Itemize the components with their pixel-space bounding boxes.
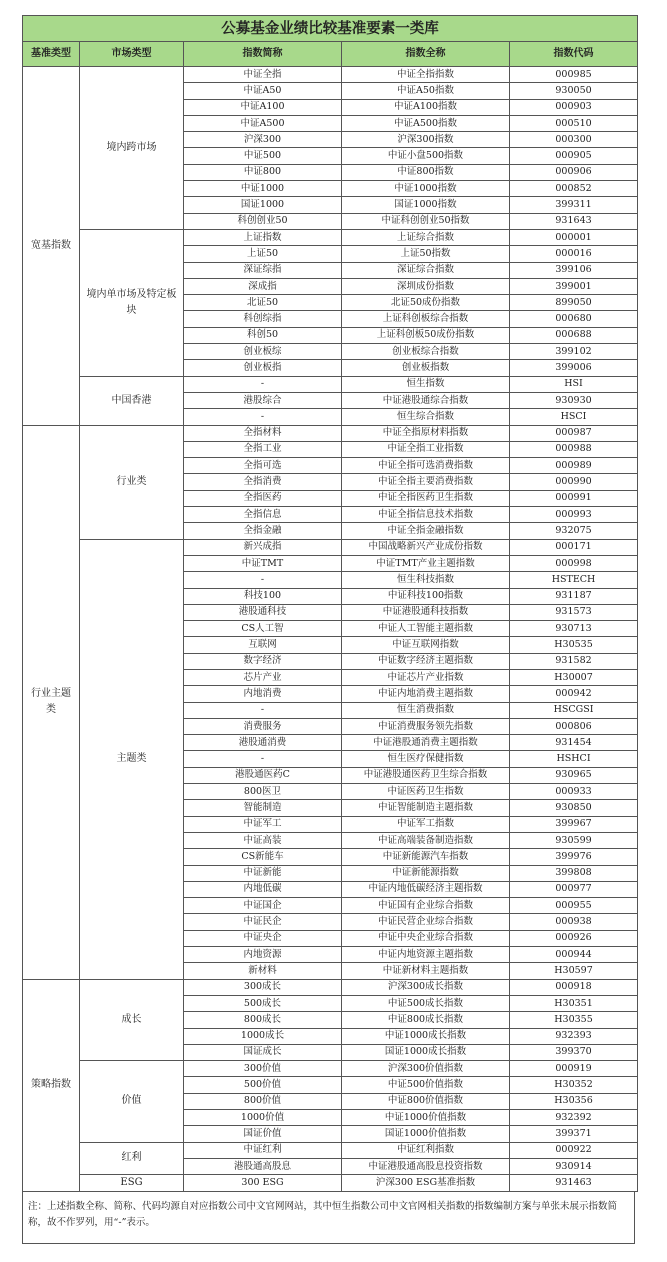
index-full-name-cell: 中证高端装备制造指数 <box>342 832 510 848</box>
index-full-name-cell: 中证1000成长指数 <box>342 1028 510 1044</box>
index-code-cell: 000955 <box>510 898 638 914</box>
market-type-cell: 价值 <box>80 1061 184 1142</box>
index-full-name-cell: 中证港股通高股息投资指数 <box>342 1158 510 1174</box>
index-code-cell: 000171 <box>510 539 638 555</box>
index-short-name-cell: 国证1000 <box>184 197 342 213</box>
index-full-name-cell: 中证全指医药卫生指数 <box>342 490 510 506</box>
index-short-name-cell: 中证500 <box>184 148 342 164</box>
index-code-cell: HSTECH <box>510 572 638 588</box>
index-full-name-cell: 恒生综合指数 <box>342 409 510 425</box>
index-short-name-cell: 创业板综 <box>184 344 342 360</box>
index-full-name-cell: 中证A500指数 <box>342 115 510 131</box>
index-short-name-cell: 智能制造 <box>184 800 342 816</box>
index-short-name-cell: - <box>184 376 342 392</box>
index-code-cell: 000989 <box>510 458 638 474</box>
index-full-name-cell: 恒生科技指数 <box>342 572 510 588</box>
index-short-name-cell: 内地消费 <box>184 686 342 702</box>
index-full-name-cell: 中证全指主要消费指数 <box>342 474 510 490</box>
index-short-name-cell: - <box>184 751 342 767</box>
table-row <box>23 1175 638 1192</box>
header-index-short-name: 指数简称 <box>184 42 342 67</box>
index-short-name-cell: 数字经济 <box>184 653 342 669</box>
index-full-name-cell: 中证消费服务领先指数 <box>342 718 510 734</box>
index-short-name-cell: 中证A500 <box>184 115 342 131</box>
index-full-name-cell: 上证科创板50成份指数 <box>342 327 510 343</box>
index-code-cell: 930930 <box>510 392 638 408</box>
header-benchmark-type: 基准类型 <box>23 42 80 67</box>
index-full-name-cell: 恒生指数 <box>342 376 510 392</box>
index-short-name-cell: 沪深300 <box>184 132 342 148</box>
index-short-name-cell: 港股通科技 <box>184 604 342 620</box>
index-short-name-cell: 新兴成指 <box>184 539 342 555</box>
market-type-cell: 中国香港 <box>80 376 184 425</box>
index-code-cell: 399006 <box>510 360 638 376</box>
index-short-name-cell: 芯片产业 <box>184 669 342 685</box>
index-code-cell: 932392 <box>510 1110 638 1126</box>
index-code-cell: H30356 <box>510 1093 638 1109</box>
index-full-name-cell: 恒生消费指数 <box>342 702 510 718</box>
index-full-name-cell: 中证芯片产业指数 <box>342 669 510 685</box>
index-full-name-cell: 中证港股通医药卫生综合指数 <box>342 767 510 783</box>
index-full-name-cell: 上证科创板综合指数 <box>342 311 510 327</box>
index-short-name-cell: CS新能车 <box>184 849 342 865</box>
index-short-name-cell: 1000成长 <box>184 1028 342 1044</box>
index-code-cell: 000942 <box>510 686 638 702</box>
index-code-cell: 000510 <box>510 115 638 131</box>
index-code-cell: 000806 <box>510 718 638 734</box>
index-short-name-cell: 中证民企 <box>184 914 342 930</box>
index-code-cell: HSCI <box>510 409 638 425</box>
table-row <box>23 1142 638 1158</box>
benchmark-type-cell: 策略指数 <box>23 979 80 1192</box>
index-full-name-cell: 中证800指数 <box>342 164 510 180</box>
index-full-name-cell: 恒生医疗保健指数 <box>342 751 510 767</box>
index-code-cell: 931582 <box>510 653 638 669</box>
header-index-code: 指数代码 <box>510 42 638 67</box>
index-full-name-cell: 中证全指工业指数 <box>342 441 510 457</box>
index-short-name-cell: 国证价值 <box>184 1126 342 1142</box>
market-type-cell: ESG <box>80 1175 184 1192</box>
index-code-cell: 899050 <box>510 295 638 311</box>
index-full-name-cell: 沪深300指数 <box>342 132 510 148</box>
index-short-name-cell: 全指金融 <box>184 523 342 539</box>
market-type-cell: 成长 <box>80 979 184 1060</box>
index-short-name-cell: 港股通消费 <box>184 735 342 751</box>
table-title: 公募基金业绩比较基准要素一类库 <box>23 16 638 42</box>
index-short-name-cell: CS人工智 <box>184 621 342 637</box>
index-short-name-cell: 全指材料 <box>184 425 342 441</box>
index-code-cell: 000016 <box>510 246 638 262</box>
index-short-name-cell: 全指消费 <box>184 474 342 490</box>
index-code-cell: 932393 <box>510 1028 638 1044</box>
index-short-name-cell: 北证50 <box>184 295 342 311</box>
index-short-name-cell: 全指可选 <box>184 458 342 474</box>
index-short-name-cell: 科创50 <box>184 327 342 343</box>
index-full-name-cell: 沪深300价值指数 <box>342 1061 510 1077</box>
index-full-name-cell: 上证50指数 <box>342 246 510 262</box>
index-code-cell: 000990 <box>510 474 638 490</box>
index-full-name-cell: 中证新能源汽车指数 <box>342 849 510 865</box>
index-full-name-cell: 中证民营企业综合指数 <box>342 914 510 930</box>
index-code-cell: 930965 <box>510 767 638 783</box>
index-code-cell: 931187 <box>510 588 638 604</box>
index-code-cell: 000001 <box>510 229 638 245</box>
market-type-cell: 红利 <box>80 1142 184 1175</box>
index-short-name-cell: 中证A100 <box>184 99 342 115</box>
index-short-name-cell: 港股综合 <box>184 392 342 408</box>
index-code-cell: 399976 <box>510 849 638 865</box>
index-full-name-cell: 中证全指原材料指数 <box>342 425 510 441</box>
index-full-name-cell: 中证全指金融指数 <box>342 523 510 539</box>
index-code-cell: 399001 <box>510 278 638 294</box>
index-full-name-cell: 创业板综合指数 <box>342 344 510 360</box>
index-code-cell: 000938 <box>510 914 638 930</box>
index-full-name-cell: 中证军工指数 <box>342 816 510 832</box>
index-full-name-cell: 中证内地低碳经济主题指数 <box>342 881 510 897</box>
index-code-cell: 930599 <box>510 832 638 848</box>
table-title-row <box>23 16 638 42</box>
table-row <box>23 229 638 245</box>
index-code-cell: 399311 <box>510 197 638 213</box>
index-short-name-cell: 全指工业 <box>184 441 342 457</box>
index-full-name-cell: 中证全指指数 <box>342 67 510 83</box>
index-code-cell: 399808 <box>510 865 638 881</box>
index-full-name-cell: 上证综合指数 <box>342 229 510 245</box>
index-full-name-cell: 中证科创创业50指数 <box>342 213 510 229</box>
index-code-cell: 000933 <box>510 784 638 800</box>
index-code-cell: 000985 <box>510 67 638 83</box>
index-short-name-cell: - <box>184 702 342 718</box>
index-short-name-cell: 800价值 <box>184 1093 342 1109</box>
index-full-name-cell: 中证港股通综合指数 <box>342 392 510 408</box>
index-full-name-cell: 中证医药卫生指数 <box>342 784 510 800</box>
index-full-name-cell: 中证内地资源主题指数 <box>342 947 510 963</box>
index-short-name-cell: 500成长 <box>184 995 342 1011</box>
index-code-cell: HSCGSI <box>510 702 638 718</box>
header-row <box>23 42 638 67</box>
index-short-name-cell: 全指信息 <box>184 507 342 523</box>
index-full-name-cell: 中证800成长指数 <box>342 1012 510 1028</box>
index-full-name-cell: 中证A50指数 <box>342 83 510 99</box>
index-short-name-cell: 中证央企 <box>184 930 342 946</box>
market-type-cell: 境内单市场及特定板块 <box>80 229 184 376</box>
market-type-cell: 主题类 <box>80 539 184 979</box>
index-full-name-cell: 中证全指信息技术指数 <box>342 507 510 523</box>
index-full-name-cell: 中证500成长指数 <box>342 995 510 1011</box>
index-short-name-cell: 科创综指 <box>184 311 342 327</box>
index-short-name-cell: 300成长 <box>184 979 342 995</box>
index-short-name-cell: 中证军工 <box>184 816 342 832</box>
index-code-cell: 931643 <box>510 213 638 229</box>
index-full-name-cell: 深证综合指数 <box>342 262 510 278</box>
table-row <box>23 67 638 83</box>
index-code-cell: 000680 <box>510 311 638 327</box>
index-short-name-cell: 800医卫 <box>184 784 342 800</box>
index-full-name-cell: 中国战略新兴产业成份指数 <box>342 539 510 555</box>
index-short-name-cell: 上证50 <box>184 246 342 262</box>
index-short-name-cell: 中证新能 <box>184 865 342 881</box>
index-full-name-cell: 中证港股通消费主题指数 <box>342 735 510 751</box>
index-short-name-cell: 科创创业50 <box>184 213 342 229</box>
index-code-cell: 930850 <box>510 800 638 816</box>
index-code-cell: H30351 <box>510 995 638 1011</box>
index-short-name-cell: 消费服务 <box>184 718 342 734</box>
index-code-cell: 399106 <box>510 262 638 278</box>
index-short-name-cell: 上证指数 <box>184 229 342 245</box>
index-short-name-cell: 深成指 <box>184 278 342 294</box>
index-short-name-cell: 中证800 <box>184 164 342 180</box>
index-code-cell: 930914 <box>510 1158 638 1174</box>
index-code-cell: 399967 <box>510 816 638 832</box>
table-row <box>23 376 638 392</box>
table-row <box>23 539 638 555</box>
index-full-name-cell: 中证1000价值指数 <box>342 1110 510 1126</box>
index-full-name-cell: 中证科技100指数 <box>342 588 510 604</box>
index-full-name-cell: 中证新能源指数 <box>342 865 510 881</box>
index-short-name-cell: 互联网 <box>184 637 342 653</box>
index-full-name-cell: 中证人工智能主题指数 <box>342 621 510 637</box>
index-full-name-cell: 沪深300成长指数 <box>342 979 510 995</box>
header-market-type: 市场类型 <box>80 42 184 67</box>
index-code-cell: 000987 <box>510 425 638 441</box>
benchmark-type-cell: 行业主题类 <box>23 425 80 979</box>
index-code-cell: 000988 <box>510 441 638 457</box>
index-code-cell: 000991 <box>510 490 638 506</box>
index-short-name-cell: 中证全指 <box>184 67 342 83</box>
index-code-cell: 000926 <box>510 930 638 946</box>
index-code-cell: HSI <box>510 376 638 392</box>
index-short-name-cell: - <box>184 572 342 588</box>
index-full-name-cell: 中证港股通科技指数 <box>342 604 510 620</box>
index-full-name-cell: 中证中央企业综合指数 <box>342 930 510 946</box>
index-short-name-cell: 全指医药 <box>184 490 342 506</box>
index-short-name-cell: 中证A50 <box>184 83 342 99</box>
index-full-name-cell: 中证国有企业综合指数 <box>342 898 510 914</box>
index-full-name-cell: 沪深300 ESG基准指数 <box>342 1175 510 1192</box>
index-code-cell: 000998 <box>510 555 638 571</box>
index-short-name-cell: 国证成长 <box>184 1044 342 1060</box>
index-code-cell: 000688 <box>510 327 638 343</box>
index-full-name-cell: 中证小盘500指数 <box>342 148 510 164</box>
index-full-name-cell: 创业板指数 <box>342 360 510 376</box>
index-code-cell: 000922 <box>510 1142 638 1158</box>
index-code-cell: H30352 <box>510 1077 638 1093</box>
index-code-cell: 000852 <box>510 181 638 197</box>
index-full-name-cell: 国证1000指数 <box>342 197 510 213</box>
index-short-name-cell: 港股通医药C <box>184 767 342 783</box>
index-code-cell: 000903 <box>510 99 638 115</box>
index-code-cell: 000993 <box>510 507 638 523</box>
index-code-cell: 399370 <box>510 1044 638 1060</box>
index-full-name-cell: 中证1000指数 <box>342 181 510 197</box>
index-short-name-cell: - <box>184 409 342 425</box>
index-code-cell: 000919 <box>510 1061 638 1077</box>
index-full-name-cell: 中证800价值指数 <box>342 1093 510 1109</box>
index-full-name-cell: 中证互联网指数 <box>342 637 510 653</box>
table-row <box>23 1061 638 1077</box>
index-short-name-cell: 1000价值 <box>184 1110 342 1126</box>
index-full-name-cell: 中证智能制造主题指数 <box>342 800 510 816</box>
index-short-name-cell: 中证1000 <box>184 181 342 197</box>
benchmark-library <box>22 15 637 1244</box>
index-full-name-cell: 中证内地消费主题指数 <box>342 686 510 702</box>
index-short-name-cell: 300 ESG <box>184 1175 342 1192</box>
index-full-name-cell: 北证50成份指数 <box>342 295 510 311</box>
index-full-name-cell: 中证全指可选消费指数 <box>342 458 510 474</box>
index-code-cell: 932075 <box>510 523 638 539</box>
index-code-cell: H30007 <box>510 669 638 685</box>
index-code-cell: H30535 <box>510 637 638 653</box>
index-code-cell: 931454 <box>510 735 638 751</box>
index-short-name-cell: 创业板指 <box>184 360 342 376</box>
index-code-cell: H30597 <box>510 963 638 979</box>
index-short-name-cell: 中证高装 <box>184 832 342 848</box>
index-code-cell: 000905 <box>510 148 638 164</box>
index-code-cell: 931463 <box>510 1175 638 1192</box>
footnote: 注：上述指数全称、简称、代码均源自对应指数公司中文官网网站，其中恒生指数公司中文官网相关指数的指数编制方案与单张未展示指数简称，故不作罗列，用“-”表示。 <box>22 1192 635 1244</box>
table-body <box>23 67 638 1192</box>
index-code-cell: 000906 <box>510 164 638 180</box>
index-full-name-cell: 深圳成份指数 <box>342 278 510 294</box>
index-code-cell: HSHCI <box>510 751 638 767</box>
index-short-name-cell: 300价值 <box>184 1061 342 1077</box>
index-short-name-cell: 内地低碳 <box>184 881 342 897</box>
index-short-name-cell: 中证国企 <box>184 898 342 914</box>
index-short-name-cell: 新材料 <box>184 963 342 979</box>
index-full-name-cell: 中证新材料主题指数 <box>342 963 510 979</box>
index-code-cell: H30355 <box>510 1012 638 1028</box>
index-code-cell: 930713 <box>510 621 638 637</box>
index-short-name-cell: 港股通高股息 <box>184 1158 342 1174</box>
index-code-cell: 931573 <box>510 604 638 620</box>
index-table <box>22 15 638 1192</box>
table-row <box>23 425 638 441</box>
index-full-name-cell: 中证500价值指数 <box>342 1077 510 1093</box>
table-row <box>23 979 638 995</box>
index-full-name-cell: 中证TMT产业主题指数 <box>342 555 510 571</box>
index-code-cell: 000944 <box>510 947 638 963</box>
index-short-name-cell: 深证综指 <box>184 262 342 278</box>
index-full-name-cell: 国证1000价值指数 <box>342 1126 510 1142</box>
index-short-name-cell: 800成长 <box>184 1012 342 1028</box>
index-short-name-cell: 500价值 <box>184 1077 342 1093</box>
index-short-name-cell: 中证TMT <box>184 555 342 571</box>
index-full-name-cell: 中证数字经济主题指数 <box>342 653 510 669</box>
index-short-name-cell: 科技100 <box>184 588 342 604</box>
index-full-name-cell: 国证1000成长指数 <box>342 1044 510 1060</box>
index-full-name-cell: 中证A100指数 <box>342 99 510 115</box>
index-full-name-cell: 中证红利指数 <box>342 1142 510 1158</box>
index-code-cell: 930050 <box>510 83 638 99</box>
index-code-cell: 000977 <box>510 881 638 897</box>
index-code-cell: 000918 <box>510 979 638 995</box>
index-code-cell: 399371 <box>510 1126 638 1142</box>
index-code-cell: 000300 <box>510 132 638 148</box>
index-short-name-cell: 内地资源 <box>184 947 342 963</box>
benchmark-type-cell: 宽基指数 <box>23 67 80 426</box>
index-code-cell: 399102 <box>510 344 638 360</box>
market-type-cell: 行业类 <box>80 425 184 539</box>
market-type-cell: 境内跨市场 <box>80 67 184 230</box>
index-short-name-cell: 中证红利 <box>184 1142 342 1158</box>
header-index-full-name: 指数全称 <box>342 42 510 67</box>
